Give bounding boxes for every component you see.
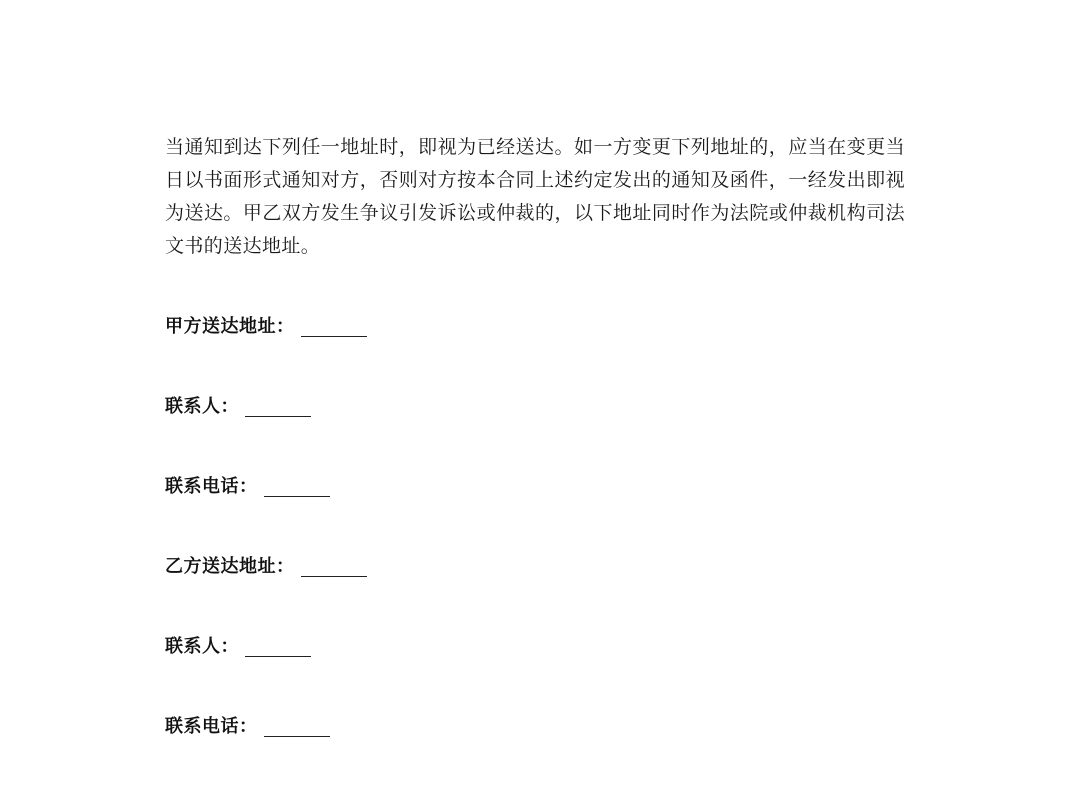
party-a-address-blank xyxy=(301,335,367,337)
party-b-contact-field xyxy=(165,634,311,660)
party-a-contact-label: 联系人： xyxy=(165,396,239,417)
party-a-address-field xyxy=(165,314,367,340)
party-a-contact-field xyxy=(165,394,311,420)
party-b-address-label: 乙方送达地址： xyxy=(165,556,295,577)
party-b-address-field xyxy=(165,554,367,580)
notice-clause-paragraph: 当通知到达下列任一地址时，即视为已经送达。如一方变更下列地址的，应当在变更当日以书面形式通知对方，否则对方按本合同上述约定发出的通知及函件，一经发出即视为送达。甲乙双方发生争议引发诉讼或仲裁的，以下地址同时作为法院或仲裁机构司法文书的送达地址。 xyxy=(165,136,905,257)
party-b-phone-label: 联系电话： xyxy=(165,716,258,737)
party-a-contact-blank xyxy=(245,415,311,417)
party-b-address-blank xyxy=(301,575,367,577)
party-b-phone-blank xyxy=(264,735,330,737)
party-a-address-label: 甲方送达地址： xyxy=(165,316,295,337)
party-a-phone-blank xyxy=(264,495,330,497)
party-a-phone-label: 联系电话： xyxy=(165,476,258,497)
party-b-phone-field xyxy=(165,714,330,740)
party-a-phone-field xyxy=(165,474,330,500)
party-b-contact-label: 联系人： xyxy=(165,636,239,657)
party-b-contact-blank xyxy=(245,655,311,657)
